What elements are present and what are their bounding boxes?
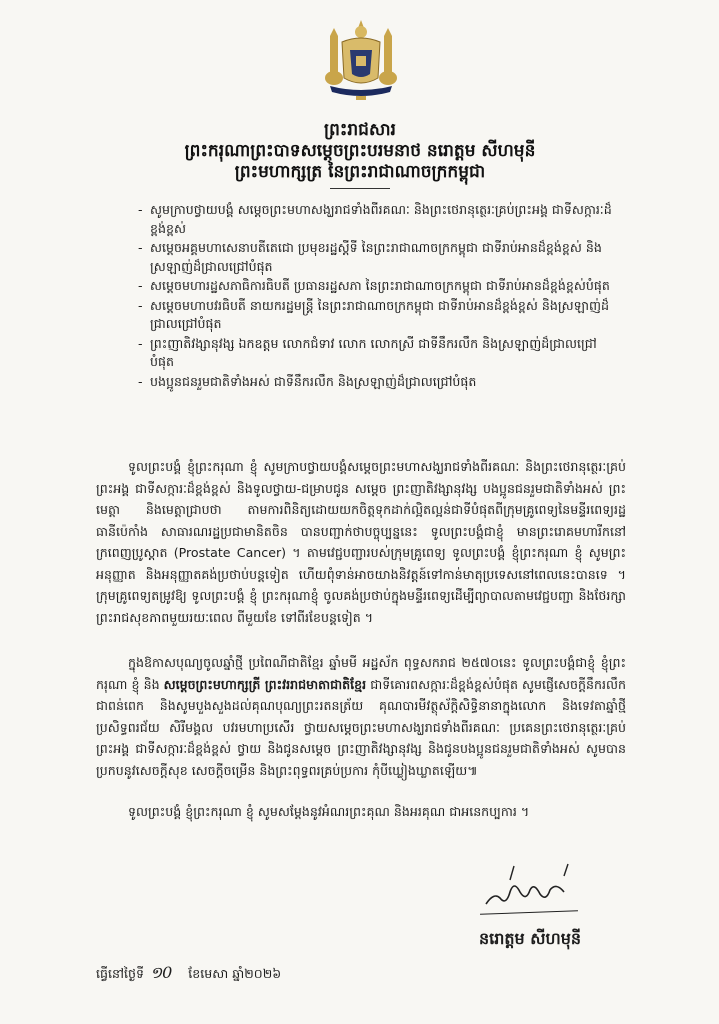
addressee-item: - សម្តេចអគ្គមហាសេនាបតីតេជោ ប្រមុខរដ្ឋស្តីទី នៃព្រះរាជាណាចក្រកម្ពុជា ជាទីរាប់អានដ៏ខ្ពង់ខ្ពស់ និងស្រឡាញ់ដ៏ជ្រាលជ្រៅបំផុត <box>138 240 602 274</box>
body-paragraph-thanks: ទូលព្រះបង្គំ ខ្ញុំព្រះករុណា ខ្ញុំ សូមសម្តែងនូវអំណរព្រះគុណ និងអរគុណ ជាអនេកប្បការ ។ <box>128 804 530 819</box>
letter-title: ព្រះរាជសារ <box>324 120 396 140</box>
letter-date: ធ្វើនៅថ្ងៃទី ១0 ខែមេសា ឆ្នាំ២០២៦ <box>96 963 282 982</box>
sender-title: ព្រះករុណាព្រះបាទសម្តេចព្រះបរមនាថ នរោត្តម សីហមុនី <box>184 141 536 161</box>
addressee-item: - ព្រះញាតិវង្សានុវង្ស ឯកឧត្តម លោកជំទាវ លោក លោកស្រី ជាទីនឹករលឹក និងស្រឡាញ់ដ៏ជ្រាលជ្រៅបំផុត <box>138 335 597 369</box>
royal-coat-of-arms-icon <box>320 16 402 104</box>
body-paragraph-new-year: ក្នុងឱកាសបុណ្យចូលឆ្នាំថ្មី ប្រពៃណីជាតិខ្មែរ ឆ្នាំមមី អដ្ឋស័ក ពុទ្ធសករាជ ២៥៧០នេះ ទូលព្រះបង្គំជាខ្ញុំ ខ្ញុំព្រះករុណា ខ្ញុំ និង សម្តេចព្រះមហាក្សត្រី ព្រះវររាជមាតាជាតិខ្មែរ ជាទីគោរពសក្ការៈដ៏ខ្ពង់ខ្ពស់បំផុត សូមផ្ញើសេចក្តីនឹករលឹកជាពន់ពេក និងសូមបួងសួងដល់គុណបុណ្យព្រះរតនត្រ័យ គុណបារមីវត្ថុស័ក្តិសិទ្ធិនានាក្នុងលោក និងទេវតាឆ្នាំថ្មី ប្រសិទ្ធពរជ័យ សិរីមង្គល បវរមហាប្រសើរ ថ្វាយសម្តេចព្រះមហាសង្ឃរាជទាំងពីរគណៈ ប្រគេនព្រះថេរានុត្ថេរៈគ្រប់ព្រះអង្គ ជាទីសក្ការៈដ៏ខ្ពង់ខ្ពស់ ថ្វាយ និងជូនសម្តេច ព្រះញាតិវង្សានុវង្ស និងជូនបងប្អូនជនរួមជាតិទាំងអស់ សូមបានប្រកបនូវសេចក្តីសុខ សេចក្តីចម្រើន និងព្រះពុទ្ធពរគ្រប់ប្រការ កុំបីឃ្លៀងឃ្លាតឡើយ៕ <box>96 655 626 778</box>
addressee-item: - បងប្អូនជនរួមជាតិទាំងអស់ ជាទីនឹករលឹក និងស្រឡាញ់ដ៏ជ្រាលជ្រៅបំផុត <box>138 373 477 389</box>
handwritten-signature <box>480 862 600 912</box>
body-paragraph-health: ទូលព្រះបង្គំ ខ្ញុំព្រះករុណា ខ្ញុំ សូមក្រាបថ្វាយបង្គំសម្តេចព្រះមហាសង្ឃរាជទាំងពីរគណៈ និងព្រះថេរានុត្ថេរៈគ្រប់ព្រះអង្គ ជាទីសក្ការៈដ៏ខ្ពង់ខ្ពស់ និងទូលថ្វាយ-ជម្រាបជូន សម្តេច ព្រះញាតិវង្សានុវង្ស បងប្អូនជនរួមជាតិទាំងអស់ ព្រះមេត្តា និងមេត្តាជ្រាបថា តាមការពិនិត្យដោយយកចិត្តទុកដាក់ល្អិតល្អន់ជាទីបំផុតពីក្រុមគ្រូពេទ្យនៃមន្ទីរពេទ្យរដ្ឋធានីប៉េកាំង សាធារណរដ្ឋប្រជាមានិតចិន បានបញ្ជាក់ថាបច្ចុប្បន្ននេះ ទូលព្រះបង្គំជាខ្ញុំ មានព្រះរោគមហារីកនៅក្រពេញប្រូស្តាត (Prostate Cancer) ។ តាមវេជ្ជបញ្ជារបស់ក្រុមគ្រូពេទ្យ ទូលព្រះបង្គំ ខ្ញុំព្រះករុណា ខ្ញុំ សូមព្រះអនុញ្ញាត និងអនុញ្ញាតគង់ប្រថាប់បន្តទៀត ហើយពុំទាន់អាចយាងនិវត្តន៍ទៅកាន់មាតុប្រទេសនៅពេលនេះបានទេ ។ ក្រុមគ្រូពេទ្យតម្រូវឱ្យ ទូលព្រះបង្គំ ខ្ញុំ ព្រះករុណាខ្ញុំ ចូលគង់ប្រថាប់ក្នុងមន្ទីរពេទ្យដើម្បីព្យាបាលតាមវេជ្ជបញ្ជា និងថែរក្សាព្រះរាជសុខភាពមួយរយៈពេល ពីមួយខែ ទៅពីរខែបន្តទៀត ។ <box>96 459 626 625</box>
queen-mother-title: សម្តេចព្រះមហាក្សត្រី ព្រះវររាជមាតាជាតិខ្មែរ <box>163 676 367 692</box>
header-divider <box>330 188 390 189</box>
addressee-item: - សម្តេចមហារដ្ឋសភាធិការធិបតី ប្រធានរដ្ឋសភា នៃព្រះរាជាណាចក្រកម្ពុជា ជាទីរាប់អានដ៏ខ្ពង់ខ្ពស់បំផុត <box>138 278 610 293</box>
sender-subtitle: ព្រះមហាក្សត្រ នៃព្រះរាជាណាចក្រកម្ពុជា <box>234 162 486 182</box>
letter-header <box>100 120 620 189</box>
addressee-item: - សូមក្រាបថ្វាយបង្គំ សម្តេចព្រះមហាសង្ឃរាជទាំងពីរគណៈ និងព្រះថេរានុត្ថេរៈគ្រប់ព្រះអង្គ ជាទីសក្ការៈដ៏ខ្ពង់ខ្ពស់ <box>138 202 612 236</box>
addressee-list <box>138 201 618 392</box>
addressee-item: - សម្តេចមហាបវរធិបតី នាយករដ្ឋមន្ត្រី នៃព្រះរាជាណាចក្រកម្ពុជា ជាទីរាប់អានដ៏ខ្ពង់ខ្ពស់ និងស្រឡាញ់ដ៏ជ្រាលជ្រៅបំផុត <box>138 297 610 331</box>
signer-name: នរោត្តម សីហមុនី <box>478 929 582 948</box>
date-day: ១0 <box>149 963 173 982</box>
